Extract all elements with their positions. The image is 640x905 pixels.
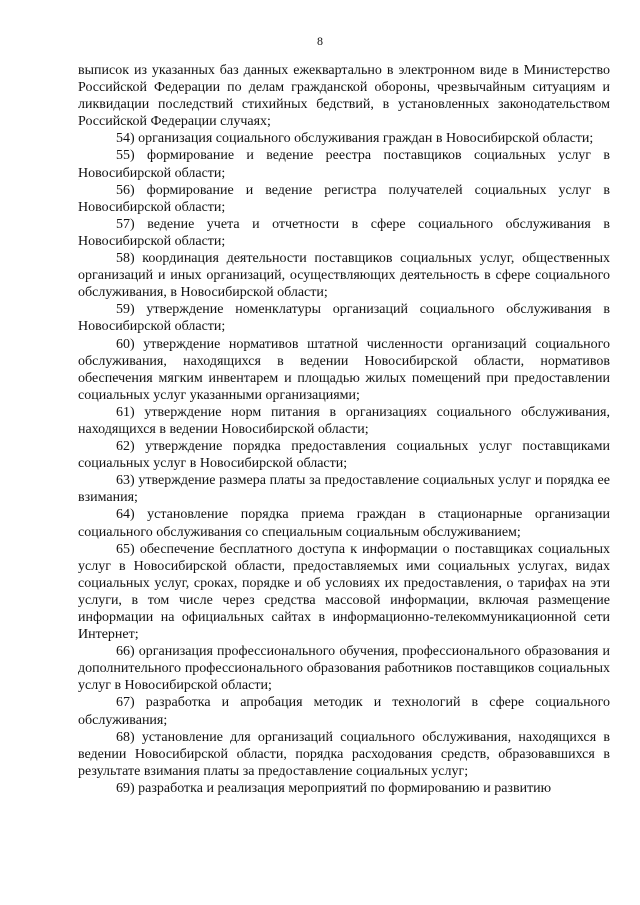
paragraph-item-60: 60) утверждение нормативов штатной численности организаций социального обслуживания, находящихся в ведении Новосибирской области, нормативов обеспечения мягким инвентарем и площадью жилых помещений при предоставлении социальных услуг указанными организациями;	[78, 336, 610, 403]
paragraph-item-59: 59) утверждение номенклатуры организаций социального обслуживания в Новосибирской области;	[78, 302, 610, 335]
paragraph-item-66: 66) организация профессионального обучения, профессионального образования и дополнительного профессионального образования работников поставщиков социальных услуг в Новосибирской области;	[78, 644, 610, 694]
paragraph-item-58: 58) координация деятельности поставщиков социальных услуг, общественных организаций и иных организаций, осуществляющих деятельность в сфере социального обслуживания, в Новосибирской области;	[78, 251, 610, 301]
paragraph-item-62: 62) утверждение порядка предоставления социальных услуг поставщиками социальных услуг в Новосибирской области;	[78, 439, 610, 472]
document-body	[78, 62, 610, 797]
paragraph-item-69: 69) разработка и реализация мероприятий по формированию и развитию	[116, 780, 552, 796]
paragraph-item-65: 65) обеспечение бесплатного доступа к информации о поставщиках социальных услуг в Новосибирской области, предоставляемых ими социальных услугах, видах социальных услуг, сроках, порядке и об условиях их предоставления, о тарифах на эти услуги, в том числе через средства массовой информации, включая размещение информации на официальных сайтах в информационно-телекоммуникационной сети Интернет;	[78, 541, 610, 643]
page-number: 8	[317, 34, 323, 48]
paragraph-item-64: 64) установление порядка приема граждан в стационарные организации социального обслуживания со специальным социальным обслуживанием;	[78, 507, 610, 540]
paragraph-item-57: 57) ведение учета и отчетности в сфере социального обслуживания в Новосибирской области;	[78, 216, 610, 249]
paragraph-item-61: 61) утверждение норм питания в организациях социального обслуживания, находящихся в ведении Новосибирской области;	[78, 404, 610, 437]
paragraph-item-55: 55) формирование и ведение реестра поставщиков социальных услуг в Новосибирской области;	[78, 148, 610, 181]
paragraph-item-68: 68) установление для организаций социального обслуживания, находящихся в ведении Новосибирской области, порядка расходования средств, образовавшихся в результате взимания платы за предоставление социальных услуг;	[78, 729, 610, 779]
paragraph-continuation: выписок из указанных баз данных ежеквартально в электронном виде в Министерство Российской Федерации по делам гражданской обороны, чрезвычайным ситуациям и ликвидации последствий стихийных бедствий, в установленных законодательством Российской Федерации случаях;	[78, 63, 610, 130]
paragraph-item-54: 54) организация социального обслуживания граждан в Новосибирской области;	[116, 131, 594, 147]
paragraph-item-56: 56) формирование и ведение регистра получателей социальных услуг в Новосибирской области;	[78, 182, 610, 215]
paragraph-item-63: 63) утверждение размера платы за предоставление социальных услуг и порядка ее взимания;	[78, 473, 610, 506]
paragraph-item-67: 67) разработка и апробация методик и технологий в сфере социального обслуживания;	[78, 695, 610, 728]
